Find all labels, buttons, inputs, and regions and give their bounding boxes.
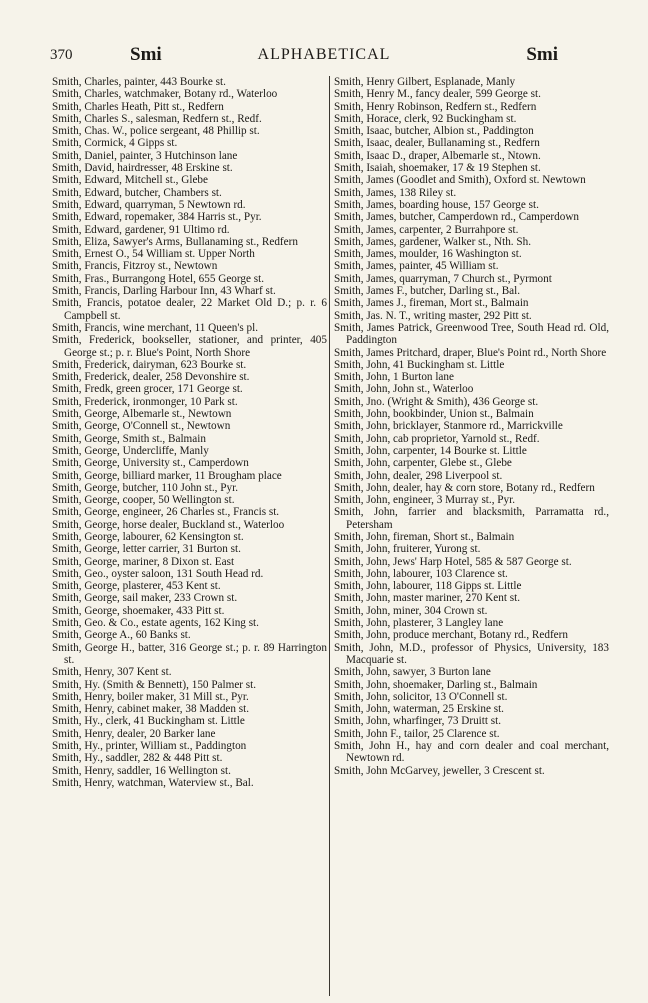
directory-entry: Smith, George, Albemarle st., Newtown [52,408,232,421]
header-right-word: Smi [526,44,558,65]
directory-entry: Smith, James, painter, 45 William st. [334,260,499,273]
directory-entry: Smith, Edward, butcher, Chambers st. [52,186,222,199]
directory-entry: Smith, John, produce merchant, Botany rd., Redfern [334,629,568,642]
directory-entry: Smith, Francis, Fitzroy st., Newtown [52,260,218,273]
directory-entry: Smith, Edward, gardener, 91 Ultimo rd. [52,223,230,236]
column-divider [329,76,330,996]
directory-entry: Smith, Frederick, dealer, 258 Devonshire st. [52,371,250,384]
directory-entry: Smith, John, miner, 304 Crown st. [334,604,488,617]
directory-entry: Smith, James (Goodlet and Smith), Oxford st. Newtown [334,174,586,187]
directory-entry: Smith, Geo. & Co., estate agents, 162 King st. [52,617,259,630]
directory-entry: Smith, Charles Heath, Pitt st., Redfern [52,100,224,113]
directory-entry: Smith, George, billiard marker, 11 Brougham place [52,469,282,482]
page-header [50,44,598,68]
directory-entry: Smith, Charles S., salesman, Redfern st., Redf. [52,112,262,125]
directory-entry: Smith, John, John st., Waterloo [334,383,474,396]
directory-entry: Smith, George, labourer, 62 Kensington st. [52,530,244,543]
directory-entry: Smith, James, 138 Riley st. [334,186,457,199]
directory-entry: Smith, George, University st., Camperdown [52,457,249,470]
directory-entry: Smith, Eliza, Sawyer's Arms, Bullanaming st., Redfern [52,235,298,248]
directory-entry: Smith, George, Undercliffe, Manly [52,444,209,457]
directory-entry: Smith, John, sawyer, 3 Burton lane [334,666,491,679]
directory-entry: Smith, Charles, painter, 443 Bourke st. [52,76,226,88]
directory-entry: Smith, Hy., printer, William st., Paddington [52,740,247,753]
directory-entry: Smith, George, horse dealer, Buckland st., Waterloo [52,518,285,531]
directory-entry: Smith, George, butcher, 110 John st., Pyr. [52,481,239,494]
directory-entry: Smith, James, boarding house, 157 George st. [334,198,539,211]
directory-entry: Smith, Francis, Darling Harbour Inn, 43 Wharf st. [52,285,276,298]
directory-entry: Smith, Edward, ropemaker, 384 Harris st., Pyr. [52,211,262,224]
directory-entry: Smith, Daniel, painter, 3 Hutchinson lane [52,149,238,162]
directory-entry: Smith, James Pritchard, draper, Blue's Point rd., North Shore [334,346,607,359]
directory-entry: Smith, John, Jews' Harp Hotel, 585 & 587 George st. [334,555,572,568]
directory-entry: Smith, John, 1 Burton lane [334,371,454,384]
directory-entry: Smith, Henry, dealer, 20 Barker lane [52,727,216,740]
directory-entry: Smith, Geo., oyster saloon, 131 South Head rd. [52,567,264,580]
directory-entry: Smith, Jas. N. T., writing master, 292 Pitt st. [334,309,532,322]
directory-entry: Smith, James, quarryman, 7 Church st., Pyrmont [334,272,552,285]
directory-entry: Smith, Henry, boiler maker, 31 Mill st., Pyr. [52,690,249,703]
directory-entry: Smith, John, 41 Buckingham st. Little [334,358,505,371]
directory-entry: Smith, John, fruiterer, Yurong st. [334,543,481,556]
directory-entry: Smith, John, cab proprietor, Yarnold st., Redf. [334,432,540,445]
directory-entry: Smith, Henry Gilbert, Esplanade, Manly [334,76,516,88]
directory-entry: Smith, Horace, clerk, 92 Buckingham st. [334,112,517,125]
directory-entry: Smith, George, cooper, 50 Wellington st. [52,494,235,507]
directory-entry: Smith, Isaac D., draper, Albemarle st., Ntown. [334,149,541,162]
directory-entry: Smith, John, farrier and blacksmith, Parramatta rd., Petersham [334,506,609,531]
directory-entry: Smith, Edward, Mitchell st., Glebe [52,174,208,187]
directory-entry: Smith, John, wharfinger, 73 Druitt st. [334,715,502,728]
directory-entry: Smith, John H., hay and corn dealer and coal merchant, Newtown rd. [334,740,609,765]
directory-entry: Smith, John, waterman, 25 Erskine st. [334,703,504,716]
directory-entry: Smith, Francis, wine merchant, 11 Queen's pl. [52,321,259,334]
directory-entry: Smith, James, butcher, Camperdown rd., Camperdown [334,211,580,224]
directory-entry: Smith, James, moulder, 16 Washington st. [334,248,522,261]
directory-entry: Smith, Jno. (Wright & Smith), 436 George st. [334,395,539,408]
directory-entry: Smith, John F., tailor, 25 Clarence st. [334,727,500,740]
directory-entry: Smith, Frederick, bookseller, stationer, and printer, 405 George st.; p. r. Blue's Point, North Shore [52,334,327,359]
header-title: ALPHABETICAL [257,46,391,63]
directory-entry: Smith, Cormick, 4 Gipps st. [52,137,178,150]
directory-entry: Smith, James F., butcher, Darling st., Bal. [334,285,521,298]
directory-entry: Smith, Chas. W., police sergeant, 48 Phillip st. [52,125,260,138]
directory-entry: Smith, James J., fireman, Mort st., Balmain [334,297,529,310]
directory-entry: Smith, James Patrick, Greenwood Tree, South Head rd. Old, Paddington [334,321,609,347]
directory-entry: Smith, George, O'Connell st., Newtown [52,420,231,433]
directory-entry: Smith, John, solicitor, 13 O'Connell st. [334,690,508,703]
directory-entry: Smith, John, bricklayer, Stanmore rd., Marrickville [334,420,563,433]
directory-entry: Smith, John, labourer, 118 Gipps st. Little [334,580,522,593]
directory-entry: Smith, George, mariner, 8 Dixon st. East [52,555,235,568]
directory-entry: Smith, George, Smith st., Balmain [52,432,206,445]
directory-entry: Smith, John, M.D., professor of Physics, University, 183 Macquarie st. [334,641,609,666]
directory-entry: Smith, Hy., clerk, 41 Buckingham st. Little [52,715,245,728]
directory-entry: Smith, John, labourer, 103 Clarence st. [334,567,508,580]
directory-entry: Smith, George, sail maker, 233 Crown st. [52,592,238,605]
directory-entry: Smith, Henry, watchman, Waterview st., Bal. [52,776,254,789]
directory-entry: Smith, Hy., saddler, 282 & 448 Pitt st. [52,752,223,765]
directory-entry: Smith, Henry, 307 Kent st. [52,666,172,679]
directory-entry: Smith, Isaiah, shoemaker, 17 & 19 Stephen st. [334,162,541,175]
directory-entry: Smith, George A., 60 Banks st. [52,629,191,642]
directory-entry: Smith, John, carpenter, Glebe st., Glebe [334,457,512,470]
directory-entry: Smith, Henry, saddler, 16 Wellington st. [52,764,231,777]
directory-entry: Smith, Henry, cabinet maker, 38 Madden st. [52,703,250,716]
directory-entry: Smith, George, letter carrier, 31 Burton st. [52,543,241,556]
directory-entry: Smith, Ernest O., 54 William st. Upper North [52,248,255,261]
page-number: 370 [50,47,73,63]
directory-entry: Smith, Charles, watchmaker, Botany rd., Waterloo [52,88,278,101]
directory-entry: Smith, Frederick, dairyman, 623 Bourke st. [52,358,247,371]
directory-entry: Smith, George, plasterer, 453 Kent st. [52,580,221,593]
directory-entry: Smith, George, engineer, 26 Charles st., Francis st. [52,506,280,519]
directory-entry: Smith, John, master mariner, 270 Kent st. [334,592,520,605]
directory-entry: Smith, John, fireman, Short st., Balmain [334,530,515,543]
directory-entry: Smith, Fredk, green grocer, 171 George st. [52,383,243,396]
directory-entry: Smith, John, dealer, hay & corn store, Botany rd., Redfern [334,481,595,494]
directory-entry: Smith, John, plasterer, 3 Langley lane [334,617,504,630]
directory-entry: Smith, Fras., Burrangong Hotel, 655 George st. [52,272,265,285]
directory-entry: Smith, Henry M., fancy dealer, 599 George st. [334,88,541,101]
directory-entry: Smith, Hy. (Smith & Bennett), 150 Palmer st. [52,678,257,691]
directory-entry: Smith, Henry Robinson, Redfern st., Redfern [334,100,537,113]
left-column [52,76,327,789]
directory-entry: Smith, George H., batter, 316 George st.; p. r. 89 Harrington st. [52,641,327,666]
directory-entry: Smith, Frederick, ironmonger, 10 Park st. [52,395,238,408]
directory-entry: Smith, James, gardener, Walker st., Nth. Sh. [334,235,531,248]
directory-entry: Smith, Isaac, butcher, Albion st., Paddington [334,125,534,138]
directory-entry: Smith, John, dealer, 298 Liverpool st. [334,469,503,482]
directory-entry: Smith, John, bookbinder, Union st., Balmain [334,408,534,421]
directory-entry: Smith, John McGarvey, jeweller, 3 Crescent st. [334,764,545,777]
directory-entry: Smith, John, shoemaker, Darling st., Balmain [334,678,538,691]
directory-entry: Smith, Edward, quarryman, 5 Newtown rd. [52,198,246,211]
directory-entry: Smith, John, carpenter, 14 Bourke st. Little [334,444,527,457]
header-left-word: Smi [130,44,162,65]
directory-entry: Smith, Francis, potatoe dealer, 22 Market Old D.; p. r. 6 Campbell st. [52,297,327,322]
directory-entry: Smith, James, carpenter, 2 Burrahpore st. [334,223,519,236]
right-column [334,76,609,777]
directory-entry: Smith, Isaac, dealer, Bullanaming st., Redfern [334,137,540,150]
directory-entry: Smith, John, engineer, 3 Murray st., Pyr. [334,494,516,507]
directory-entry: Smith, David, hairdresser, 48 Erskine st. [52,162,233,175]
directory-entry: Smith, George, shoemaker, 433 Pitt st. [52,604,225,617]
